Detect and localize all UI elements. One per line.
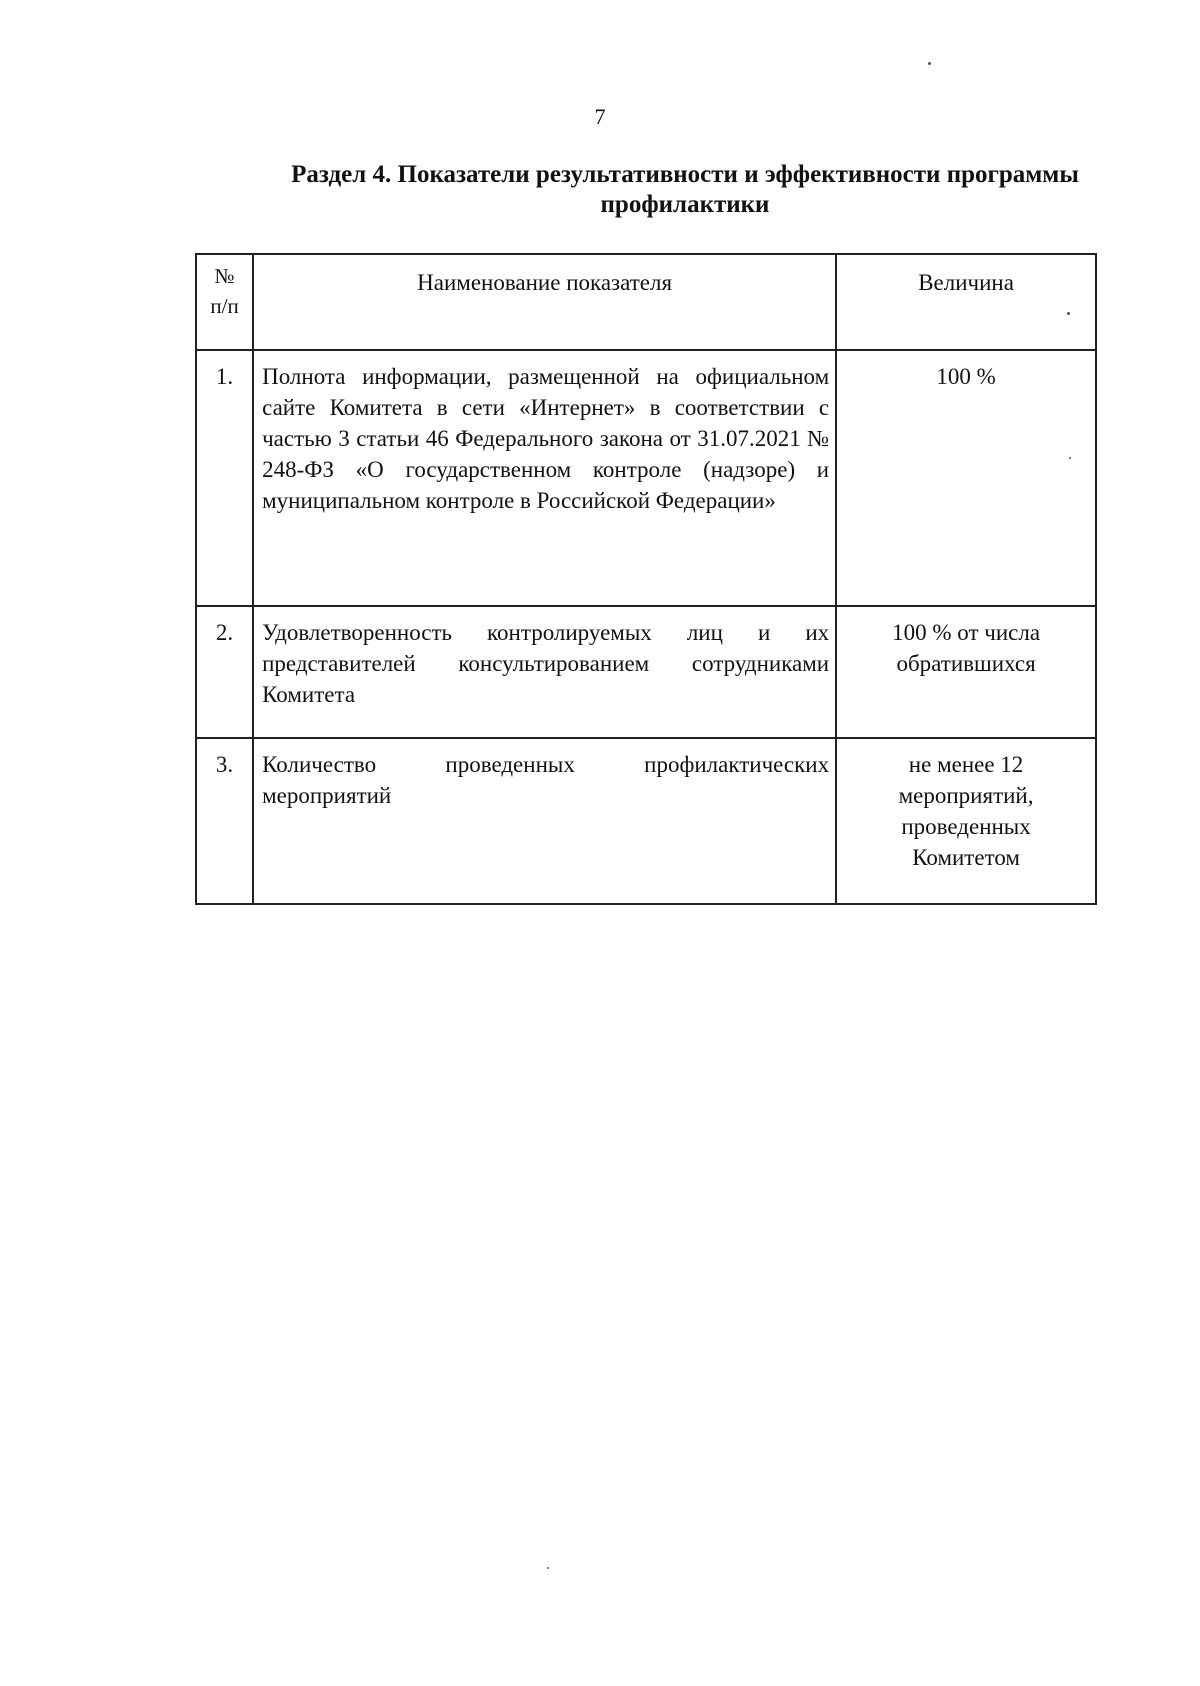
row-value: не менее 12 мероприятий, проведенных Комитетом <box>836 738 1096 904</box>
row-number: 2. <box>196 606 253 738</box>
indicators-table <box>195 253 1097 905</box>
header-indicator-name: Наименование показателя <box>253 254 836 350</box>
scan-speck <box>1067 312 1070 315</box>
table-header-row <box>196 254 1096 350</box>
scan-speck <box>547 1567 549 1569</box>
section-title <box>255 160 1115 220</box>
page-number: 7 <box>594 104 606 129</box>
row-indicator-name: Полнота информации, размещенной на официальном сайте Комитета в сети «Интернет» в соответствии с частью 3 статьи 46 Федерального закона от 31.07.2021 № 248-ФЗ «О государственном контроле (надзоре) и муниципальном контроле в Российской Федерации» <box>253 350 836 606</box>
row-number: 1. <box>196 350 253 606</box>
header-number <box>196 254 253 350</box>
scan-speck <box>1069 457 1071 459</box>
table-row <box>196 350 1096 606</box>
row-indicator-name: Удовлетворенность контролируемых лиц и их представителей консультированием сотрудниками Комитета <box>253 606 836 738</box>
row-number: 3. <box>196 738 253 904</box>
section-title-line-1: Раздел 4. Показатели результативности и эффективности программы <box>291 161 1079 188</box>
section-title-line-2: профилактики <box>600 191 770 218</box>
row-value: 100 % от числа обратившихся <box>836 606 1096 738</box>
table-row <box>196 606 1096 738</box>
table-row <box>196 738 1096 904</box>
row-value: 100 % <box>836 350 1096 606</box>
header-value: Величина <box>836 254 1096 350</box>
row-indicator-name: Количество проведенных профилактических мероприятий <box>253 738 836 904</box>
scan-speck <box>928 62 931 65</box>
header-number-text: № п/п <box>210 264 239 318</box>
